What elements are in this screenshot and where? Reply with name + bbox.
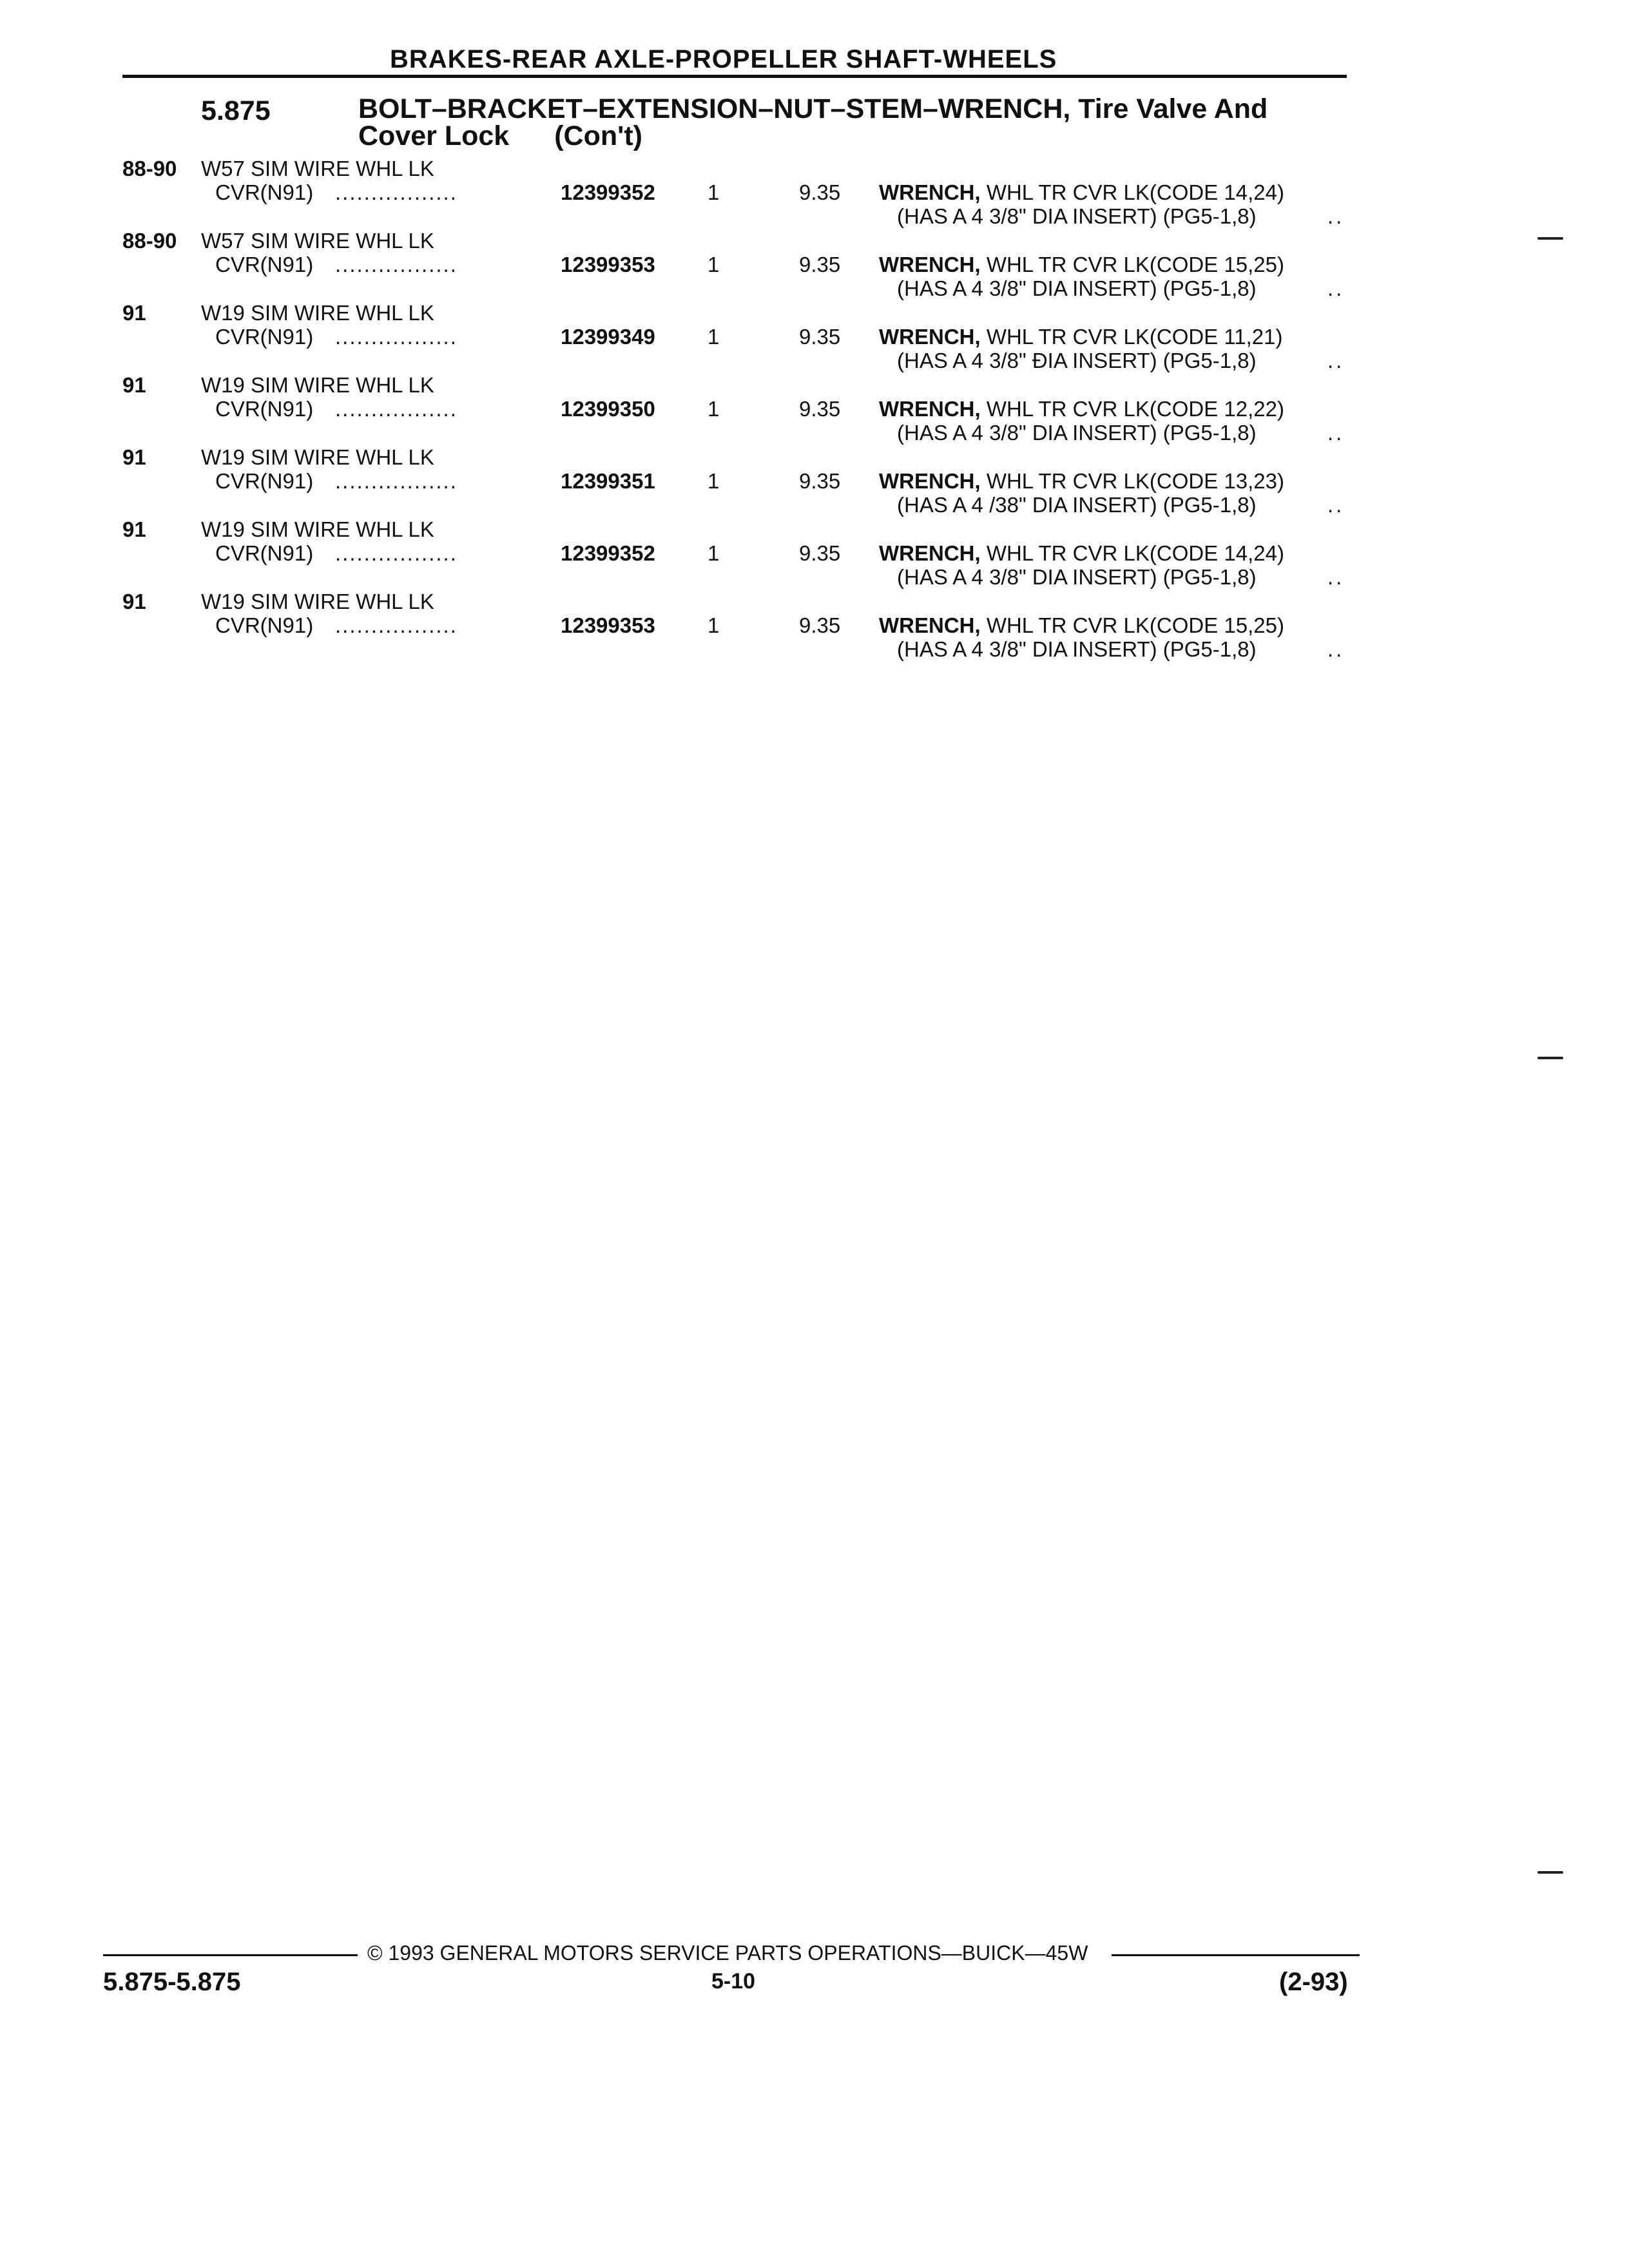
entry-leader-dots: ................. — [335, 180, 458, 204]
entry-model: W19 SIM WIRE WHL LK — [201, 590, 434, 613]
entry-part-number: 12399353 — [561, 253, 655, 276]
entry-leader-dots: ................. — [335, 253, 458, 276]
entry-description — [879, 613, 1284, 638]
parts-entry — [0, 229, 1629, 301]
entry-desc-text: WHL TR CVR LK(CODE 15,25) — [980, 613, 1284, 637]
entry-description — [879, 397, 1284, 421]
entry-trailing-dots: .. — [1327, 276, 1345, 300]
parts-entry — [0, 517, 1629, 590]
entry-cover: CVR(N91) — [215, 253, 314, 276]
entry-quantity: 1 — [708, 613, 720, 637]
entry-desc-text: WHL TR CVR LK(CODE 11,21) — [980, 325, 1283, 349]
entry-year: 91 — [122, 590, 146, 613]
header-rule — [122, 75, 1347, 78]
entry-year: 91 — [122, 301, 146, 325]
entry-model: W19 SIM WIRE WHL LK — [201, 301, 434, 325]
section-title-line2: Cover Lock — [358, 120, 510, 151]
section-title-line1: BOLT–BRACKET–EXTENSION–NUT–STEM–WRENCH, Tire Valve And — [358, 93, 1268, 124]
entry-desc-bold: WRENCH, — [879, 469, 981, 493]
entry-price: 9.35 — [799, 325, 841, 349]
entry-leader-dots: ................. — [335, 613, 458, 637]
entry-leader-dots: ................. — [335, 541, 458, 565]
entry-quantity: 1 — [708, 397, 720, 421]
parts-entry — [0, 301, 1629, 373]
entry-price: 9.35 — [799, 397, 841, 421]
parts-entry — [0, 373, 1629, 445]
entry-quantity: 1 — [708, 325, 720, 349]
margin-mark — [1537, 1057, 1563, 1059]
entry-description — [879, 180, 1284, 205]
entry-leader-dots: ................. — [335, 325, 458, 349]
entry-description — [879, 325, 1283, 349]
entry-model: W57 SIM WIRE WHL LK — [201, 229, 434, 253]
entry-quantity: 1 — [708, 253, 720, 276]
footer-rule-left — [103, 1954, 358, 1956]
page-header-title: BRAKES-REAR AXLE-PROPELLER SHAFT-WHEELS — [390, 45, 1057, 73]
footer-rule-right — [1112, 1954, 1360, 1956]
entry-desc-bold: WRENCH, — [879, 325, 981, 349]
entry-insert-note: (HAS A 4 3/8" DIA INSERT) (PG5-1,8) — [897, 565, 1257, 589]
entry-year: 91 — [122, 373, 146, 397]
entry-price: 9.35 — [799, 541, 841, 565]
entry-desc-bold: WRENCH, — [879, 397, 981, 421]
entry-part-number: 12399353 — [561, 613, 655, 637]
entry-year: 88-90 — [122, 157, 177, 180]
entry-insert-note: (HAS A 4 3/8" ÐIA INSERT) (PG5-1,8) — [897, 349, 1257, 372]
entry-description — [879, 541, 1284, 566]
entry-year: 91 — [122, 517, 146, 541]
entry-cover: CVR(N91) — [215, 325, 314, 349]
entry-part-number: 12399352 — [561, 541, 655, 565]
entry-trailing-dots: .. — [1327, 565, 1345, 589]
entry-desc-bold: WRENCH, — [879, 180, 981, 204]
entry-part-number: 12399352 — [561, 180, 655, 204]
entry-part-number: 12399351 — [561, 469, 655, 493]
footer-section-range: 5.875-5.875 — [103, 1968, 241, 1996]
entry-insert-note: (HAS A 4 3/8" DIA INSERT) (PG5-1,8) — [897, 421, 1257, 445]
entry-model: W19 SIM WIRE WHL LK — [201, 517, 434, 541]
footer-page-number: 5-10 — [711, 1969, 756, 1994]
entry-desc-text: WHL TR CVR LK(CODE 15,25) — [980, 253, 1284, 276]
entry-part-number: 12399350 — [561, 397, 655, 421]
footer-revision-date: (2-93) — [1279, 1968, 1348, 1996]
parts-entry — [0, 590, 1629, 662]
entry-cover: CVR(N91) — [215, 613, 314, 637]
entry-price: 9.35 — [799, 469, 841, 493]
entry-model: W19 SIM WIRE WHL LK — [201, 373, 434, 397]
entry-quantity: 1 — [708, 180, 720, 204]
entry-desc-text: WHL TR CVR LK(CODE 14,24) — [980, 180, 1284, 204]
entry-insert-note: (HAS A 4 3/8" DIA INSERT) (PG5-1,8) — [897, 637, 1257, 661]
entry-desc-bold: WRENCH, — [879, 613, 981, 637]
entry-cover: CVR(N91) — [215, 180, 314, 204]
entry-desc-bold: WRENCH, — [879, 253, 981, 276]
entry-model: W19 SIM WIRE WHL LK — [201, 445, 434, 469]
footer-copyright: © 1993 GENERAL MOTORS SERVICE PARTS OPERATIONS—BUICK—45W — [367, 1941, 1088, 1965]
entry-quantity: 1 — [708, 541, 720, 565]
entry-insert-note: (HAS A 4 /38" DIA INSERT) (PG5-1,8) — [897, 493, 1257, 517]
entry-trailing-dots: .. — [1327, 637, 1345, 661]
entry-trailing-dots: .. — [1327, 493, 1345, 517]
entry-cover: CVR(N91) — [215, 469, 314, 493]
entry-trailing-dots: .. — [1327, 349, 1345, 372]
entry-price: 9.35 — [799, 613, 841, 637]
entry-insert-note: (HAS A 4 3/8" DIA INSERT) (PG5-1,8) — [897, 204, 1257, 228]
entry-trailing-dots: .. — [1327, 204, 1345, 228]
entry-cover: CVR(N91) — [215, 397, 314, 421]
entry-price: 9.35 — [799, 180, 841, 204]
entry-part-number: 12399349 — [561, 325, 655, 349]
entry-insert-note: (HAS A 4 3/8" DIA INSERT) (PG5-1,8) — [897, 276, 1257, 300]
entry-year: 88-90 — [122, 229, 177, 253]
entry-desc-text: WHL TR CVR LK(CODE 12,22) — [980, 397, 1284, 421]
entry-desc-text: WHL TR CVR LK(CODE 14,24) — [980, 541, 1284, 565]
section-continued: (Con't) — [554, 120, 642, 151]
entry-desc-bold: WRENCH, — [879, 541, 981, 565]
entry-year: 91 — [122, 445, 146, 469]
parts-entry — [0, 445, 1629, 517]
parts-entry — [0, 157, 1629, 229]
entry-quantity: 1 — [708, 469, 720, 493]
entry-description — [879, 253, 1284, 277]
margin-mark — [1537, 237, 1563, 240]
entry-model: W57 SIM WIRE WHL LK — [201, 157, 434, 180]
entry-desc-text: WHL TR CVR LK(CODE 13,23) — [980, 469, 1284, 493]
entry-cover: CVR(N91) — [215, 541, 314, 565]
entry-description — [879, 469, 1284, 494]
margin-mark — [1537, 1871, 1563, 1874]
entry-trailing-dots: .. — [1327, 421, 1345, 445]
entry-leader-dots: ................. — [335, 469, 458, 493]
entry-leader-dots: ................. — [335, 397, 458, 421]
section-number: 5.875 — [201, 95, 271, 126]
section-title — [358, 95, 1325, 149]
entry-price: 9.35 — [799, 253, 841, 276]
